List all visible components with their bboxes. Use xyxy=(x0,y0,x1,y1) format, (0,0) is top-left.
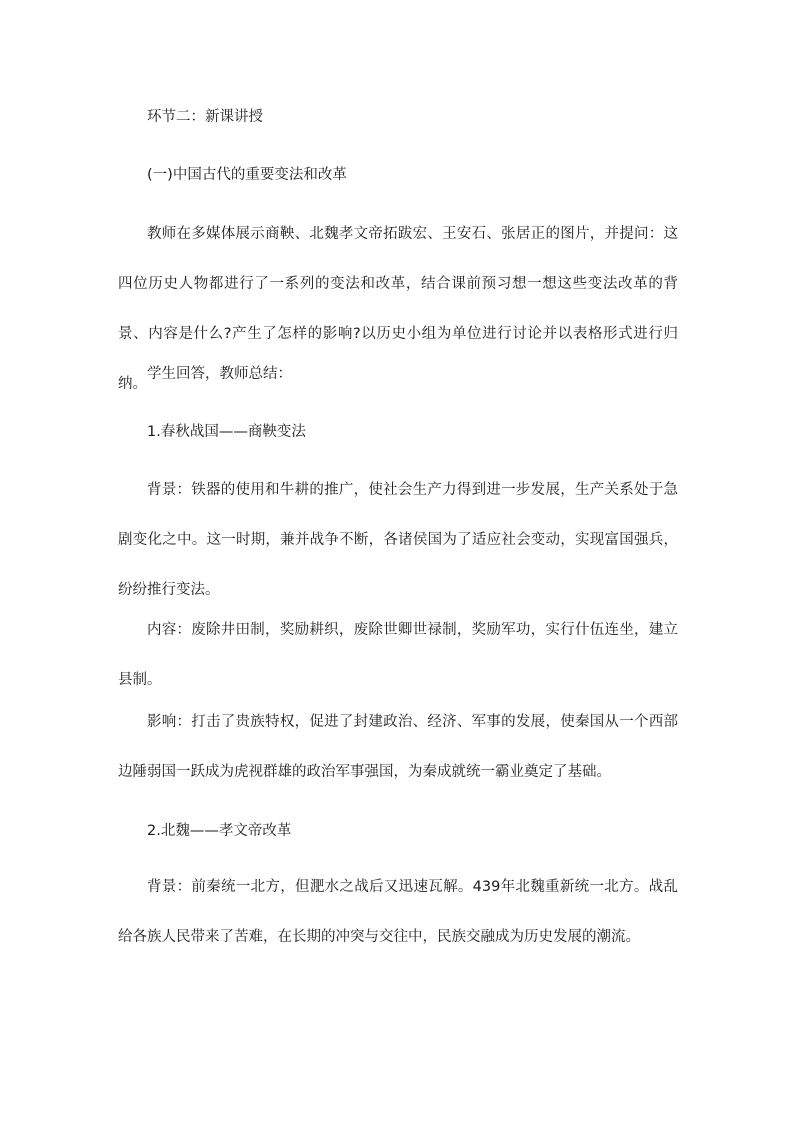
item1-title: 1.春秋战国——商鞅变法 xyxy=(147,424,306,440)
item1-impact: 影响：打击了贵族特权，促进了封建政治、经济、军事的发展，使秦国从一个西部边陲弱国一跃成为虎视群雄的政治军事强国，为秦成就统一霸业奠定了基础。 xyxy=(118,714,678,780)
item2-title: 2.北魏——孝文帝改革 xyxy=(147,823,292,839)
transition-text: 学生回答，教师总结： xyxy=(147,366,292,382)
section-heading: 环节二：新课讲授 xyxy=(147,109,263,125)
intro-paragraph: 教师在多媒体展示商鞅、北魏孝文帝拓跋宏、王安石、张居正的图片，并提问：这四位历史人物都进行了一系列的变法和改革，结合课前预习想一想这些变法改革的背景、内容是什么?产生了怎样的影响?以历史小组为单位进行讨论并以表格形式进行归纳。 xyxy=(118,226,678,392)
subsection-heading: (一)中国古代的重要变法和改革 xyxy=(147,167,347,183)
item1-background: 背景：铁器的使用和牛耕的推广，使社会生产力得到进一步发展，生产关系处于急剧变化之中。这一时期，兼并战争不断，各诸侯国为了适应社会变动，实现富国强兵，纷纷推行变法。 xyxy=(118,482,678,598)
item1-content: 内容：废除井田制，奖励耕织，废除世卿世禄制，奖励军功，实行什伍连坐，建立县制。 xyxy=(118,622,678,688)
item2-background: 背景：前秦统一北方，但淝水之战后又迅速瓦解。439年北魏重新统一北方。战乱给各族人民带来了苦难，在长期的冲突与交往中，民族交融成为历史发展的潮流。 xyxy=(118,879,678,945)
